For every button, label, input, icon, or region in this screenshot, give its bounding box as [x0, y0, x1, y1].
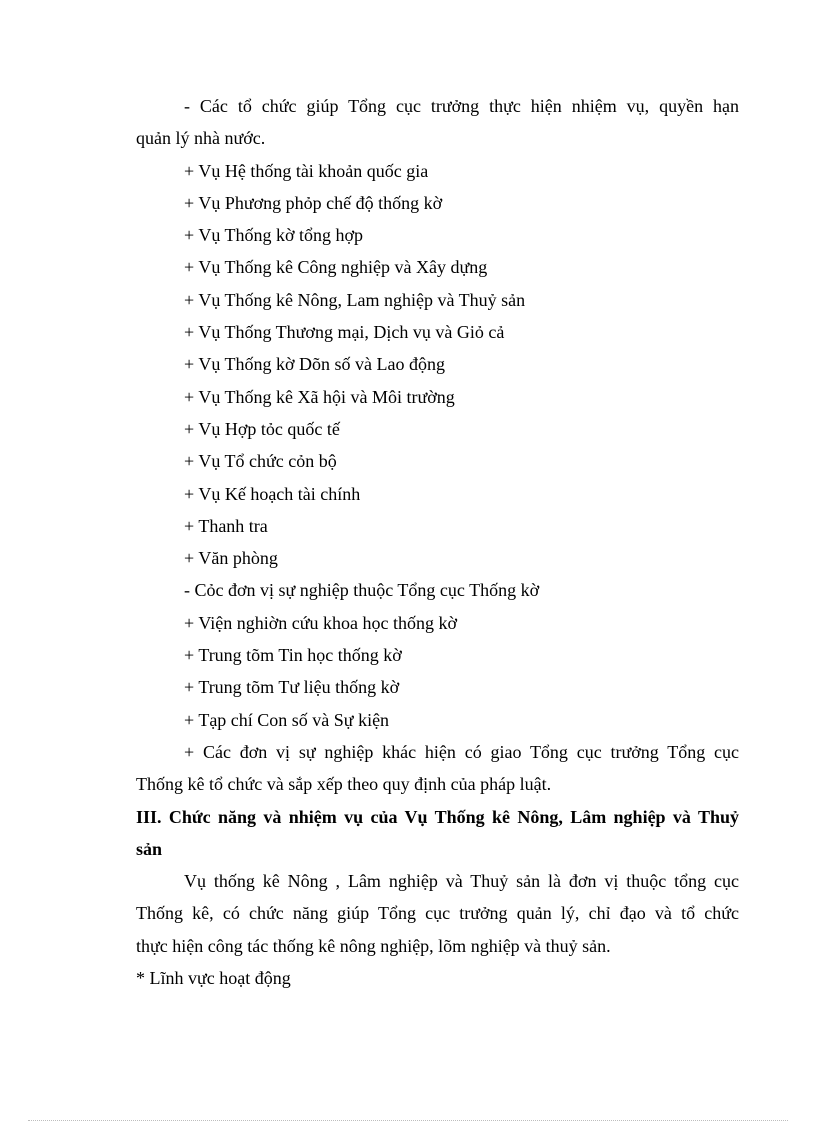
description-line-3: thực hiện công tác thống kê nông nghiệp, lõm nghiệp và thuỷ sản.: [136, 935, 611, 956]
service-units-heading: - Cỏc đơn vị sự nghiệp thuộc Tổng cục Thống kờ: [184, 580, 540, 601]
description-line-1: Vụ thống kê Nông , Lâm nghiệp và Thuỷ sản là đơn vị thuộc tổng cục: [184, 871, 739, 892]
section-heading-line-1: III. Chức năng và nhiệm vụ của Vụ Thống kê Nông, Lâm nghiệp và Thuỷ: [136, 806, 739, 827]
service-unit-item: + Trung tõm Tư liệu thống kờ: [184, 677, 400, 698]
unit-item: + Văn phòng: [184, 548, 278, 569]
unit-item: + Vụ Tổ chức cỏn bộ: [184, 451, 337, 472]
unit-item: + Vụ Thống kờ tổng hợp: [184, 225, 364, 246]
unit-item: + Vụ Thống Thương mại, Dịch vụ và Giỏ cả: [184, 322, 505, 343]
unit-item: + Vụ Thống kê Công nghiệp và Xây dựng: [184, 257, 488, 278]
description-line-2: Thống kê, có chức năng giúp Tổng cục trưởng quản lý, chỉ đạo và tổ chức: [136, 903, 739, 924]
service-unit-item: + Tạp chí Con số và Sự kiện: [184, 709, 390, 730]
field-heading: * Lĩnh vực hoạt động: [136, 968, 291, 989]
unit-item: + Vụ Thống kê Xã hội và Môi trường: [184, 386, 455, 407]
section-heading-line-2: sản: [136, 838, 163, 859]
unit-item: + Vụ Kế hoạch tài chính: [184, 483, 361, 504]
unit-item: + Vụ Phương phỏp chế độ thống kờ: [184, 192, 443, 213]
other-units-line-1: + Các đơn vị sự nghiệp khác hiện có giao Tổng cục trưởng Tổng cục: [184, 741, 739, 762]
page-bottom-divider: [28, 1120, 788, 1121]
other-units-line-2: Thống kê tổ chức và sắp xếp theo quy định của pháp luật.: [136, 774, 552, 795]
unit-item: + Vụ Hợp tỏc quốc tế: [184, 418, 340, 439]
service-unit-item: + Viện nghiờn cứu khoa học thống kờ: [184, 612, 457, 633]
intro-line-1: - Các tổ chức giúp Tổng cục trưởng thực hiện nhiệm vụ, quyền hạn: [184, 96, 739, 116]
document-page: [136, 90, 739, 994]
unit-item: + Vụ Hệ thống tài khoản quốc gia: [184, 160, 429, 181]
unit-item: + Vụ Thống kê Nông, Lam nghiệp và Thuỷ sản: [184, 289, 526, 310]
intro-line-2: quản lý nhà nước.: [136, 128, 266, 149]
service-unit-item: + Trung tõm Tin học thống kờ: [184, 645, 402, 666]
unit-item: + Vụ Thống kờ Dõn số và Lao động: [184, 354, 445, 375]
unit-item: + Thanh tra: [184, 515, 268, 536]
